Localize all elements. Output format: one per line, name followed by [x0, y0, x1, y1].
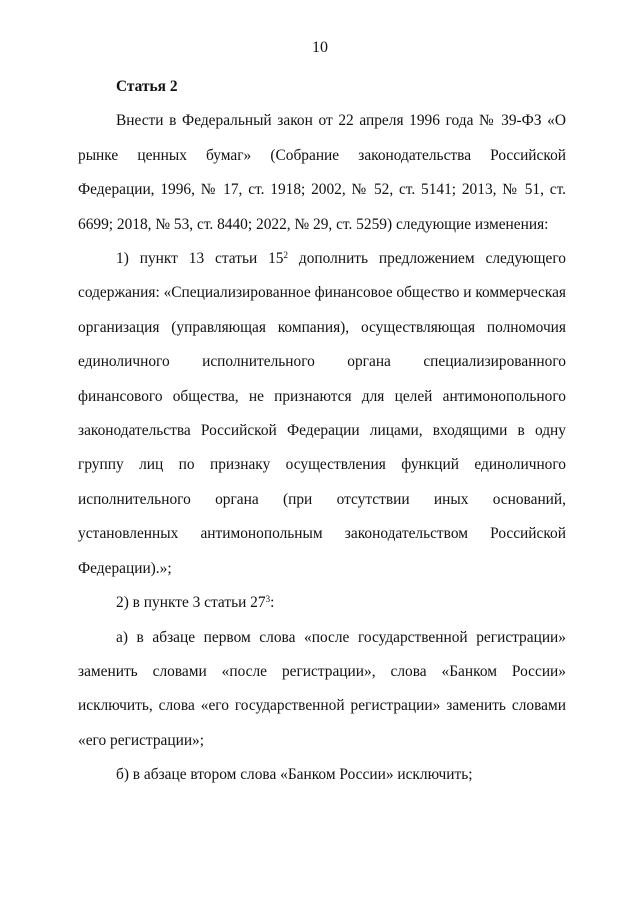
- item-2-prefix: 2) в пункте 3 статьи 27: [116, 594, 266, 612]
- item-2a-paragraph: а) в абзаце первом слова «после государственной регистрации» заменить словами «после регистрации», слова «Банком России» исключить, слова «его государственной регистрации» заменить словами «его регистрации»;: [78, 628, 566, 749]
- item-1-superscript: 2: [283, 250, 288, 261]
- article-heading: Статья 2: [116, 78, 178, 95]
- item-2b-paragraph: б) в абзаце втором слова «Банком России» исключить;: [116, 766, 473, 784]
- item-1-paragraph: [78, 242, 566, 586]
- page-number: 10: [312, 39, 328, 56]
- item-2-text: :: [270, 594, 275, 612]
- article-intro-paragraph: Внести в Федеральный закон от 22 апреля 1996 года № 39-ФЗ «О рынке ценных бумаг» (Собрание законодательства Российской Федерации, 1996, № 17, ст. 1918; 2002, № 52, ст. 5141; 2013, № 51, ст. 6699; 2018, № 53, ст. 8440; 2022, № 29, ст. 5259) следующие изменения:: [78, 112, 566, 233]
- item-2-superscript: 3: [265, 594, 271, 605]
- item-1-text: дополнить предложением следующего содержания: «Специализированное финансовое общество и коммерческая организация (управляющая компания), осуществляющая полномочия единоличного исполнительного органа специализированного финансового общества, не признаются для целей антимонопольного законодательства Российской Федерации лицами, входящими в одну группу лиц по признаку осуществления функций единоличного исполнительного органа (при отсутствии иных оснований, установленных антимонопольным законодательством Российской Федерации).»;: [78, 250, 566, 577]
- document-body: [78, 70, 566, 793]
- item-2-paragraph: [78, 586, 566, 620]
- item-1-prefix: 1) пункт 13 статьи 15: [116, 250, 284, 268]
